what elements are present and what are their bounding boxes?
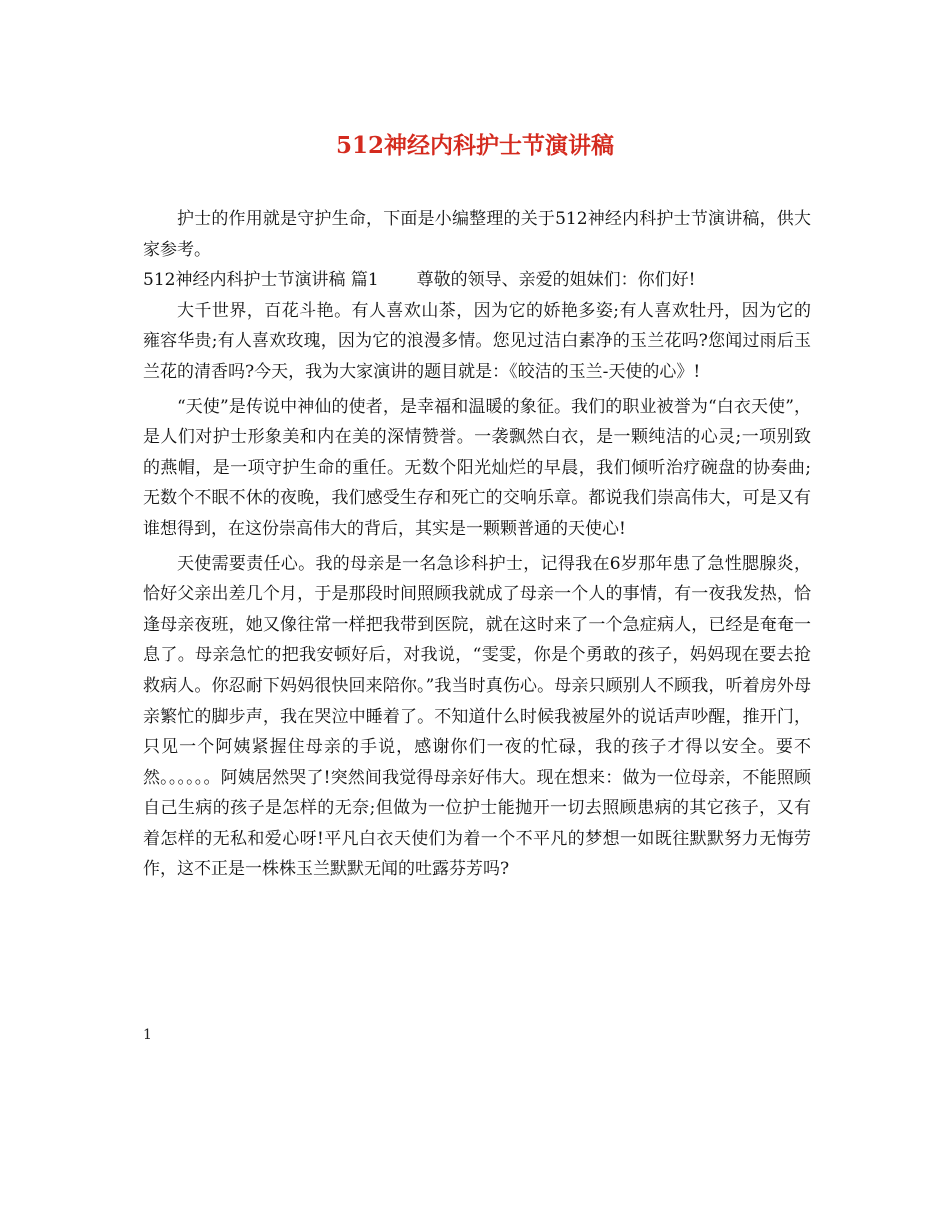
section-heading-line — [143, 265, 811, 296]
greeting: 尊敬的领导、亲爱的姐妹们：你们好! — [416, 270, 696, 291]
body-paragraph-1: 大千世界，百花斗艳。有人喜欢山茶，因为它的娇艳多姿;有人喜欢牡丹，因为它的雍容华贵;有人喜欢玫瑰，因为它的浪漫多情。您见过洁白素净的玉兰花吗?您闻过雨后玉兰花的清香吗?今天，我为大家演讲的题目就是：《皎洁的玉兰-天使的心》! — [143, 300, 811, 382]
document-title: 512神经内科护士节演讲稿 — [335, 132, 614, 159]
section-heading: 512神经内科护士节演讲稿 篇1 — [143, 270, 379, 291]
document-body — [143, 204, 811, 885]
body-paragraph-3: 天使需要责任心。我的母亲是一名急诊科护士，记得我在6岁那年患了急性腮腺炎，恰好父亲出差几个月，于是那段时间照顾我就成了母亲一个人的事情，有一夜我发热，恰逢母亲夜班，她又像往常一样把我带到医院，就在这时来了一个急症病人，已经是奄奄一息了。母亲急忙的把我安顿好后，对我说，“雯雯，你是个勇敢的孩子，妈妈现在要去抢救病人。你忍耐下妈妈很快回来陪你。”我当时真伤心。母亲只顾别人不顾我，听着房外母亲繁忙的脚步声，我在哭泣中睡着了。不知道什么时候我被屋外的说话声吵醒，推开门，只见一个阿姨紧握住母亲的手说，感谢你们一夜的忙碌，我的孩子才得以安全。要不然。。。。。。阿姨居然哭了!突然间我觉得母亲好伟大。现在想来：做为一位母亲，不能照顾自己生病的孩子是怎样的无奈;但做为一位护士能抛开一切去照顾患病的其它孩子，又有着怎样的无私和爱心呀!平凡白衣天使们为着一个不平凡的梦想一如既往默默努力无悔劳作，这不正是一株株玉兰默默无闻的吐露芬芳吗? — [143, 553, 811, 880]
intro-paragraph: 护士的作用就是守护生命，下面是小编整理的关于512神经内科护士节演讲稿，供大家参考。 — [143, 209, 811, 260]
body-paragraph-2: “天使”是传说中神仙的使者，是幸福和温暖的象征。我们的职业被誉为“白衣天使”，是人们对护士形象美和内在美的深情赞誉。一袭飘然白衣，是一颗纯洁的心灵;一项别致的燕帽，是一项守护生命的重任。无数个阳光灿烂的早晨，我们倾听治疗碗盘的协奏曲;无数个不眠不休的夜晚，我们感受生存和死亡的交响乐章。都说我们崇高伟大，可是又有谁想得到，在这份崇高伟大的背后，其实是一颗颗普通的天使心! — [143, 396, 811, 539]
page-number: 1 — [143, 1027, 152, 1043]
